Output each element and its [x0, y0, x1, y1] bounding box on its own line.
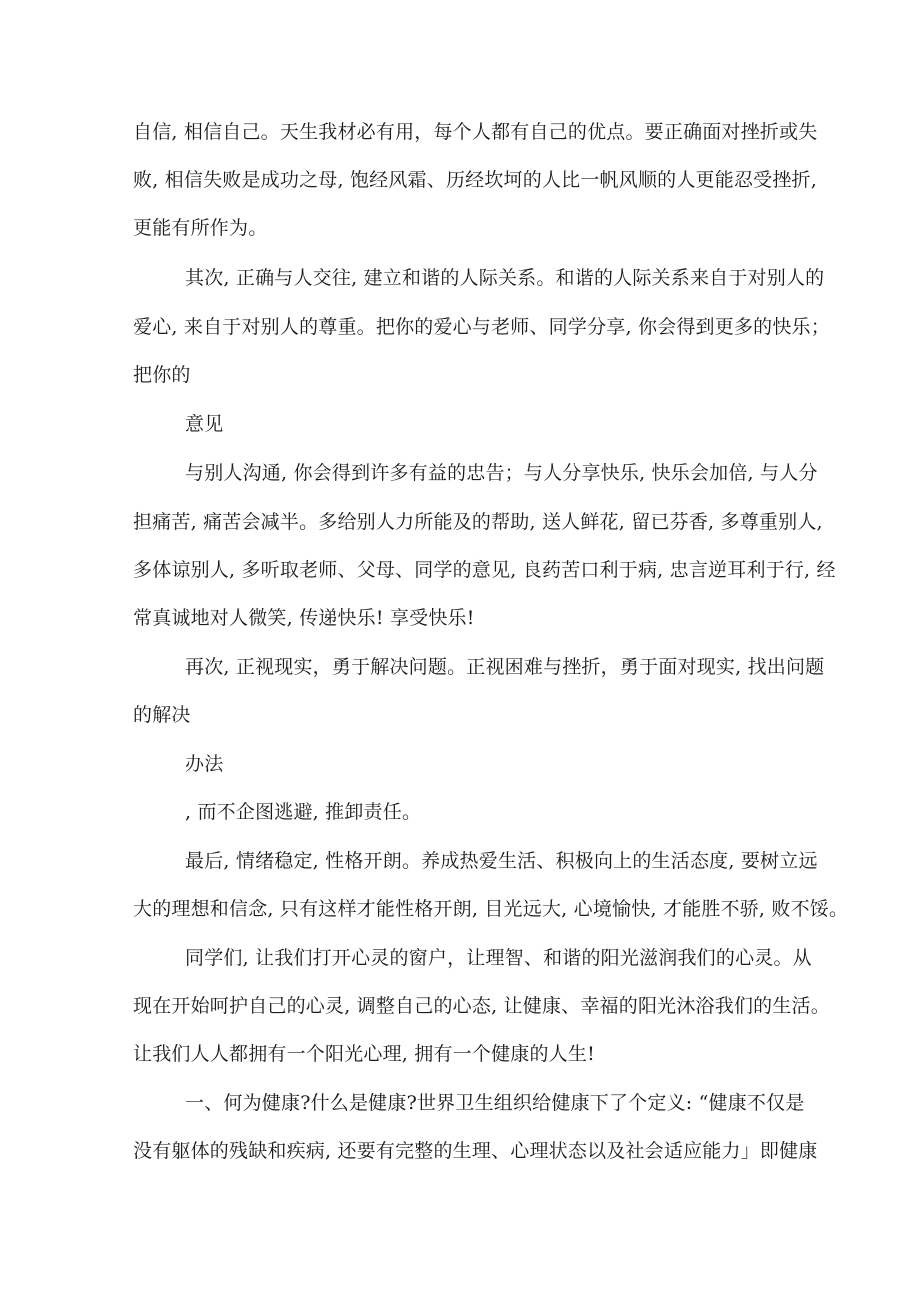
text-line: , 而不企图逃避, 推卸责任。: [185, 801, 422, 823]
text-line: 常真诚地对人微笑, 传递快乐! 享受快乐!: [133, 607, 475, 629]
text-line: 最后, 情绪稳定, 性格开朗。养成热爱生活、积极向上的生活态度, 要树立远: [185, 850, 818, 872]
text-line: 败, 相信失败是成功之母, 饱经风霜、历经坎坷的人比一帆风顺的人更能忍受挫折,: [133, 169, 817, 191]
text-line: 多体谅别人, 多听取老师、父母、同学的意见, 良药苦口利于病, 忠言逆耳利于行, 经: [133, 559, 836, 581]
text-line: 没有躯体的残缺和疾病, 还要有完整的生理、心理状态以及社会适应能力」即健康: [133, 1140, 818, 1162]
text-line: 其次, 正确与人交往, 建立和谐的人际关系。和谐的人际关系来自于对别人的: [185, 267, 825, 289]
text-line: 让我们人人都拥有一个阳光心理, 拥有一个健康的人生!: [133, 1043, 595, 1065]
text-line: 爱心, 来自于对别人的尊重。把你的爱心与老师、同学分享, 你会得到更多的快乐；: [133, 316, 830, 338]
text-line: 自信, 相信自己。天生我材必有用，每个人都有自己的优点。要正确面对挫折或失: [133, 121, 818, 143]
text-line: 现在开始呵护自己的心灵, 调整自己的心态, 让健康、幸福的阳光沐浴我们的生活。: [133, 995, 830, 1017]
text-line: 大的理想和信念, 只有这样才能性格开朗, 目光远大, 心境愉快, 才能胜不骄, 败不馁。: [133, 898, 849, 920]
text-line: 把你的: [133, 364, 191, 386]
text-line: 担痛苦, 痛苦会减半。多给别人力所能及的帮助, 送人鲜花, 留已芬香, 多尊重别人,: [133, 511, 823, 533]
text-line: 的解决: [133, 704, 191, 726]
text-line: 同学们, 让我们打开心灵的窗户，让理智、和谐的阳光滋润我们的心灵。从: [185, 947, 812, 969]
text-line: 再次, 正视现实，勇于解决问题。正视困难与挫折，勇于面对现实, 找出问题: [185, 656, 825, 678]
text-line: 更能有所作为。: [133, 217, 268, 239]
text-line: 意见: [185, 413, 224, 435]
text-line: 办法: [185, 753, 224, 775]
text-line: 与别人沟通, 你会得到许多有益的忠告；与人分享快乐, 快乐会加倍, 与人分: [185, 462, 818, 484]
text-line: 一、何为健康?什么是健康?世界卫生组织给健康下了个定义: “健康不仅是: [185, 1092, 805, 1114]
